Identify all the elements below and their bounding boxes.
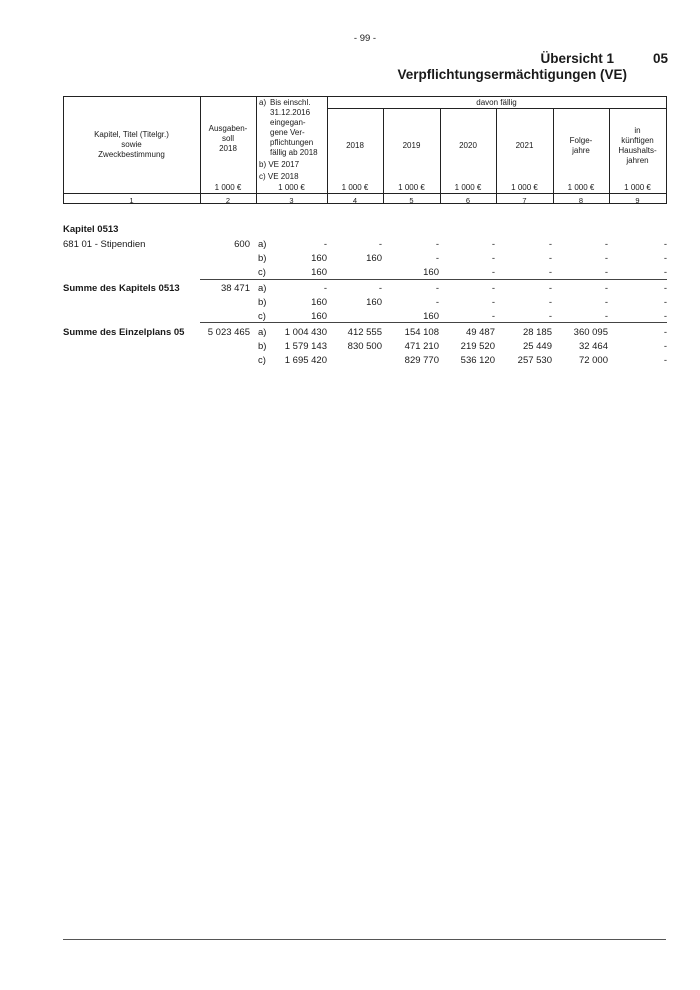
header-col3 [259, 98, 329, 182]
header-col3-a-label: a) [259, 98, 267, 107]
group-label: Summe des Kapitels 0513 [63, 283, 180, 294]
header-year-2019: 2019 [402, 141, 421, 150]
table-cell: 219 520 [460, 341, 495, 352]
row-key: b) [258, 341, 267, 352]
header-year-2018: 2018 [346, 141, 364, 150]
table-cell: - [663, 267, 667, 278]
table-cell: - [663, 327, 667, 338]
table-cell: 160 [311, 267, 327, 278]
table-cell: 160 [311, 253, 327, 264]
table-cell: - [663, 341, 667, 352]
row-key: b) [258, 253, 267, 264]
table-cell: - [548, 297, 552, 308]
column-number: 7 [522, 196, 527, 205]
overview-label: Übersicht 1 [540, 51, 614, 66]
group-label: Summe des Einzelplans 05 [63, 327, 185, 338]
header-year-2021: 2021 [515, 141, 534, 150]
table-cell: - [604, 311, 608, 322]
column-number: 8 [578, 196, 584, 205]
header-col2-line1: Ausgaben- [208, 124, 248, 133]
row-key: a) [258, 327, 267, 338]
table-cell: 1 004 430 [284, 327, 327, 338]
table-cell: - [663, 355, 667, 366]
table-cell: - [548, 253, 552, 264]
header-col2 [200, 124, 256, 154]
table-cell: - [491, 253, 495, 264]
table-cell: 160 [366, 253, 382, 264]
header-folge-line2: jahre [572, 146, 590, 155]
table-cell: 160 [311, 297, 327, 308]
unit-col3: 1 000 € [278, 183, 305, 192]
header-col1-line1: Kapitel, Titel (Titelgr.) [94, 130, 169, 139]
unit-col8: 1 000 € [567, 183, 595, 192]
table-cell: - [663, 311, 667, 322]
table-cell: - [663, 283, 667, 294]
table-cell: - [604, 283, 608, 294]
header-kuenftig-line1: in [634, 126, 641, 135]
table-cell: - [604, 267, 608, 278]
table-cell: 160 [366, 297, 382, 308]
row-key: c) [258, 267, 266, 278]
table-cell: - [548, 311, 552, 322]
group-separator [200, 279, 667, 280]
table-cell: - [435, 297, 439, 308]
unit-col9: 1 000 € [624, 183, 651, 192]
overview-title [540, 51, 668, 66]
header-col1 [63, 130, 200, 160]
table-cell: - [604, 253, 608, 264]
column-number: 4 [352, 196, 358, 205]
table-cell: 1 579 143 [284, 341, 327, 352]
table-cell: 829 770 [404, 355, 439, 366]
column-number: 3 [289, 196, 294, 205]
unit-col6: 1 000 € [454, 183, 482, 192]
row-key: c) [258, 311, 266, 322]
soll-value: 5 023 465 [207, 327, 250, 338]
group-label: 681 01 - Stipendien [63, 239, 146, 250]
table-cell: - [491, 297, 495, 308]
row-key: b) [258, 297, 267, 308]
table-cell: 49 487 [465, 327, 495, 338]
table-cell: - [323, 239, 327, 250]
column-number: 2 [225, 196, 231, 205]
table-cell: 160 [311, 311, 327, 322]
column-number: 5 [409, 196, 414, 205]
table-cell: - [548, 239, 552, 250]
header-folgejahre [553, 136, 609, 156]
header-col2-line3: 2018 [219, 144, 237, 153]
soll-value: 600 [234, 239, 250, 250]
header-col3-a-line3: eingegan- [270, 118, 306, 127]
table-cell: - [491, 267, 495, 278]
plan-number: 05 [652, 51, 668, 66]
table-cell: - [604, 297, 608, 308]
table-cell: - [491, 283, 495, 294]
header-davon-faellig: davon fällig [476, 98, 517, 107]
header-kuenftig-line3: Haushalts- [618, 146, 657, 155]
table-cell: - [604, 239, 608, 250]
table-cell: - [548, 267, 552, 278]
table-cell: 360 095 [573, 327, 608, 338]
unit-col4: 1 000 € [341, 183, 369, 192]
column-number: 1 [129, 196, 134, 205]
table-cell: 536 120 [460, 355, 495, 366]
header-col3-c: c) VE 2018 [259, 172, 299, 181]
table-cell: 160 [423, 311, 439, 322]
page-title: Verpflichtungsermächtigungen (VE) [397, 67, 627, 82]
table-cell: - [663, 297, 667, 308]
header-col1-line3: Zweckbestimmung [98, 150, 165, 159]
kapitel-heading: Kapitel 0513 [63, 224, 119, 235]
header-col3-a-line4: gene Ver- [270, 128, 305, 137]
unit-col7: 1 000 € [511, 183, 538, 192]
table-cell: - [378, 283, 382, 294]
column-number: 6 [465, 196, 471, 205]
unit-col2: 1 000 € [214, 183, 242, 192]
header-year-2020: 2020 [459, 141, 477, 150]
table-cell: - [663, 239, 667, 250]
table-cell: 412 555 [347, 327, 382, 338]
table-cell: 830 500 [347, 341, 382, 352]
header-kuenftig-line2: künftigen [621, 136, 654, 145]
group-separator [200, 322, 667, 323]
header-col3-b: b) VE 2017 [259, 160, 300, 169]
header-col3-a-line1: Bis einschl. [270, 98, 311, 107]
header-col1-line2: sowie [121, 140, 142, 149]
table-cell: 72 000 [578, 355, 608, 366]
unit-col5: 1 000 € [398, 183, 425, 192]
table-cell: 25 449 [522, 341, 552, 352]
header-col2-line2: soll [221, 134, 234, 143]
header-kuenftige-jahre [609, 126, 666, 166]
table-cell: 257 530 [517, 355, 552, 366]
table-cell: - [548, 283, 552, 294]
soll-value: 38 471 [220, 283, 250, 294]
table-cell: 28 185 [522, 327, 552, 338]
table-cell: - [435, 239, 439, 250]
table-cell: - [435, 283, 439, 294]
table-cell: 471 210 [404, 341, 439, 352]
column-number: 9 [635, 196, 640, 205]
table-cell: - [491, 311, 495, 322]
row-key: c) [258, 355, 266, 366]
table-cell: - [435, 253, 439, 264]
header-col3-a-line2: 31.12.2016 [270, 108, 311, 117]
table-cell: 154 108 [404, 327, 439, 338]
header-col3-a-line5: pflichtungen [270, 138, 314, 147]
table-cell: - [323, 283, 327, 294]
footer-rule [63, 939, 666, 940]
table-cell: 1 695 420 [284, 355, 327, 366]
header-col3-a-line6: fällig ab 2018 [270, 148, 318, 157]
table-cell: 160 [423, 267, 439, 278]
page-number: - 99 - [353, 33, 377, 44]
table-cell: - [663, 253, 667, 264]
header-kuenftig-line4: jahren [626, 156, 649, 165]
table-cell: - [491, 239, 495, 250]
row-key: a) [258, 239, 267, 250]
table-cell: - [378, 239, 382, 250]
header-folge-line1: Folge- [569, 136, 593, 145]
row-key: a) [258, 283, 267, 294]
table-cell: 32 464 [578, 341, 608, 352]
